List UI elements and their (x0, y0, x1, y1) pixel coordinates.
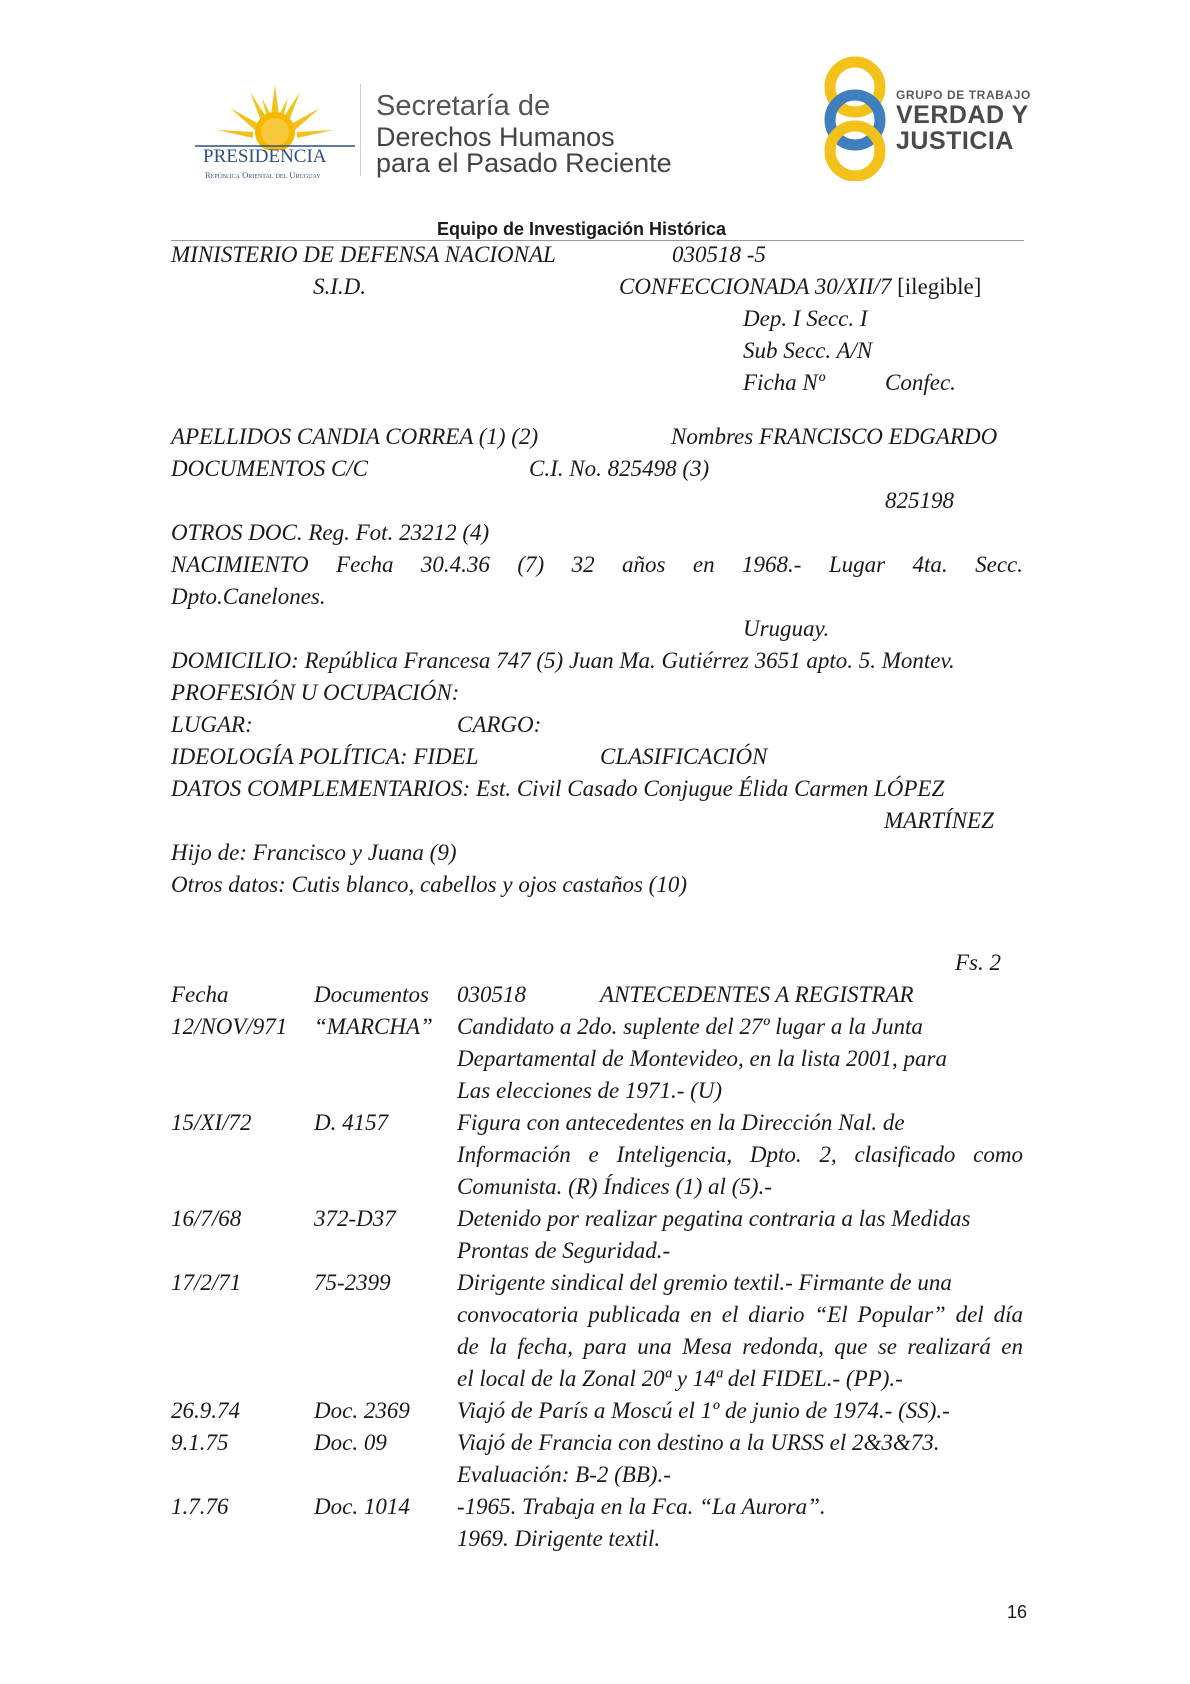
dep-secc: Dep. I Secc. I (743, 306, 868, 331)
row-text-line: Información e Inteligencia, Dpto. 2, clasificado como (457, 1142, 1023, 1167)
ci-number: C.I. No. 825498 (3) (529, 456, 710, 481)
presidencia-logo (195, 80, 355, 180)
rings-icon (820, 55, 890, 181)
hijo-de: Hijo de: Francisco y Juana (9) (171, 840, 457, 865)
row-text-line: de la fecha, para una Mesa redonda, que se realizará en (457, 1334, 1023, 1359)
verdad-justicia-logo (820, 55, 1040, 183)
apellidos: APELLIDOS CANDIA CORREA (1) (2) (171, 424, 539, 449)
row-text-line: -1965. Trabaja en la Fca. “La Aurora”. (457, 1494, 826, 1519)
row-fecha: 12/NOV/971 (171, 1014, 288, 1039)
row-fecha: 15/XI/72 (171, 1110, 252, 1135)
sun-icon (195, 80, 355, 150)
ficha-number: Ficha Nº (743, 370, 825, 395)
page-number: 16 (1007, 1602, 1028, 1622)
row-fecha: 26.9.74 (171, 1398, 240, 1423)
row-text-line: Candidato a 2do. suplente del 27º lugar a la Junta (457, 1014, 923, 1039)
row-documento: “MARCHA” (314, 1014, 433, 1039)
row-documento: D. 4157 (314, 1110, 389, 1135)
row-text-line: Detenido por realizar pegatina contraria a las Medidas (457, 1206, 971, 1231)
row-documento: Doc. 1014 (314, 1494, 410, 1519)
presidencia-text: PRESIDENCIA (203, 146, 327, 167)
otros-datos: Otros datos: Cutis blanco, cabellos y ojos castaños (10) (171, 872, 687, 897)
secretaria-line2: Derechos Humanos (376, 122, 615, 152)
otros-doc: OTROS DOC. Reg. Fot. 23212 (4) (171, 520, 490, 545)
grupo-line2: JUSTICIA (896, 127, 1014, 155)
row-fecha: 9.1.75 (171, 1430, 229, 1455)
sub-secc: Sub Secc. A/N (743, 338, 873, 363)
row-fecha: 1.7.76 (171, 1494, 229, 1519)
row-text-line: convocatoria publicada en el diario “El Popular” del día (457, 1302, 1023, 1327)
row-text-line: Dirigente sindical del gremio textil.- Firmante de una (457, 1270, 952, 1295)
secretaria-line3: para el Pasado Reciente (376, 148, 672, 178)
confec: Confec. (885, 370, 956, 395)
logo-divider (360, 84, 361, 176)
uruguay: Uruguay. (743, 616, 830, 641)
row-documento: 372-D37 (314, 1206, 396, 1231)
domicilio: DOMICILIO: República Francesa 747 (5) Juan Ma. Gutiérrez 3651 apto. 5. Montev. (171, 648, 955, 673)
grupo-small-text: GRUPO DE TRABAJO (896, 88, 1031, 102)
row-text-line: el local de la Zonal 20ª y 14ª del FIDEL.- (PP).- (457, 1366, 903, 1391)
page-subtitle: Equipo de Investigación Histórica (437, 219, 727, 239)
grupo-line1: VERDAD Y (896, 101, 1029, 129)
row-text-line: Prontas de Seguridad.- (457, 1238, 671, 1263)
header-documentos: Documentos (314, 982, 429, 1007)
ci-alt: 825198 (885, 488, 954, 513)
row-documento: 75-2399 (314, 1270, 391, 1295)
row-documento: Doc. 09 (314, 1430, 387, 1455)
header-rule (171, 240, 1024, 241)
sid: S.I.D. (313, 274, 367, 299)
datos-complementarios: DATOS COMPLEMENTARIOS: Est. Civil Casado Conjugue Élida Carmen LÓPEZ (171, 776, 945, 801)
row-documento: Doc. 2369 (314, 1398, 410, 1423)
row-text-line: Las elecciones de 1971.- (U) (457, 1078, 723, 1103)
presidencia-subtext: República Oriental del Uruguay (205, 170, 321, 180)
clasificacion: CLASIFICACIÓN (600, 744, 768, 769)
row-text-line: Figura con antecedentes en la Dirección Nal. de (457, 1110, 905, 1135)
ideologia: IDEOLOGÍA POLÍTICA: FIDEL (171, 744, 479, 769)
ficha-code: 030518 -5 (672, 242, 766, 267)
cargo: CARGO: (457, 712, 542, 737)
conyuge-surname: MARTÍNEZ (884, 808, 994, 833)
row-fecha: 16/7/68 (171, 1206, 242, 1231)
row-text-line: Evaluación: B-2 (BB).- (457, 1462, 671, 1487)
header-title: ANTECEDENTES A REGISTRAR (600, 982, 914, 1007)
header-fecha: Fecha (171, 982, 229, 1007)
row-text-line: 1969. Dirigente textil. (457, 1526, 661, 1551)
ilegible-text: [ilegible] (897, 274, 982, 299)
documentos: DOCUMENTOS C/C (171, 456, 369, 481)
ministerio: MINISTERIO DE DEFENSA NACIONAL (171, 242, 556, 267)
row-text-line: Departamental de Montevideo, en la lista 2001, para (457, 1046, 947, 1071)
nombres: Nombres FRANCISCO EDGARDO (671, 424, 998, 449)
row-text-line: Viajó de Francia con destino a la URSS el 2&3&73. (457, 1430, 940, 1455)
confeccionada (619, 274, 981, 300)
row-fecha: 17/2/71 (171, 1270, 242, 1295)
nacimiento: NACIMIENTO Fecha 30.4.36 (7) 32 años en 1968.- Lugar 4ta. Secc. (171, 552, 1023, 577)
header-code: 030518 (457, 982, 526, 1007)
confeccionada-text: CONFECCIONADA 30/XII/7 (619, 274, 892, 299)
row-text-line: Viajó de París a Moscú el 1º de junio de 1974.- (SS).- (457, 1398, 950, 1423)
profesion: PROFESIÓN U OCUPACIÓN: (171, 680, 460, 705)
lugar: LUGAR: (171, 712, 253, 737)
row-text-line: Comunista. (R) Índices (1) al (5).- (457, 1174, 772, 1199)
folio: Fs. 2 (955, 950, 1001, 975)
departamento: Dpto.Canelones. (171, 584, 326, 609)
secretaria-line1: Secretaría de (376, 90, 551, 122)
